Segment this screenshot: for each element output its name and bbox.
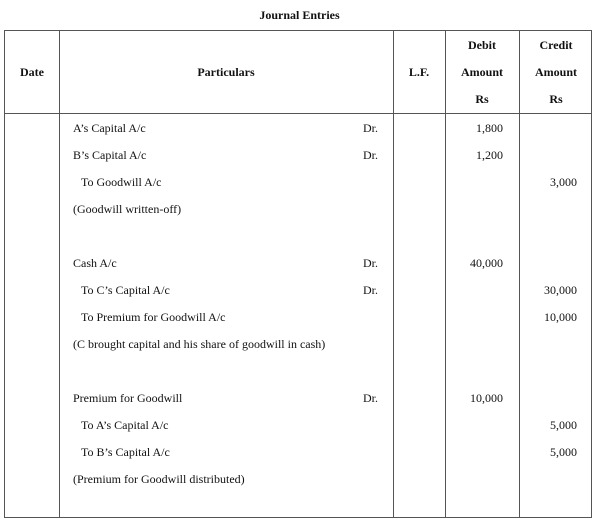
header-lf: L.F. (408, 65, 430, 79)
journal-table (4, 30, 592, 518)
header-credit-line2: Amount (534, 65, 577, 79)
entry-credit-amount: 5,000 (550, 418, 577, 432)
page-title: Journal Entries (259, 8, 340, 22)
entry-particulars: Cash A/c (73, 256, 117, 270)
entry-credit-amount: 30,000 (544, 283, 577, 297)
entry-particulars: B’s Capital A/c (73, 148, 147, 162)
header-particulars: Particulars (197, 65, 255, 79)
entry-dr-marker: Dr. (363, 121, 378, 135)
entry-debit-amount: 10,000 (470, 391, 503, 405)
header-credit-line3: Rs (549, 92, 563, 106)
entry-credit-amount: 5,000 (550, 445, 577, 459)
header-credit-line1: Credit (539, 38, 573, 52)
entry-narration: (Goodwill written-off) (73, 202, 182, 216)
entry-particulars: To Goodwill A/c (81, 175, 162, 189)
entry-dr-marker: Dr. (363, 283, 378, 297)
entry-particulars: A’s Capital A/c (73, 121, 146, 135)
entry-credit-amount: 3,000 (550, 175, 577, 189)
header-debit-line1: Debit (468, 38, 496, 52)
entry-particulars: To Premium for Goodwill A/c (81, 310, 226, 324)
column-divider-date (59, 31, 60, 517)
entry-credit-amount: 10,000 (544, 310, 577, 324)
header-debit-line3: Rs (475, 92, 489, 106)
entry-particulars: Premium for Goodwill (73, 391, 183, 405)
entry-particulars: To B’s Capital A/c (81, 445, 170, 459)
entry-particulars: To C’s Capital A/c (81, 283, 170, 297)
column-divider-particulars (393, 31, 394, 517)
entry-dr-marker: Dr. (363, 256, 378, 270)
header-divider (5, 113, 591, 114)
entry-narration: (Premium for Goodwill distributed) (73, 472, 245, 486)
header-debit-line2: Amount (460, 65, 503, 79)
entry-narration: (C brought capital and his share of goodwill in cash) (73, 337, 326, 351)
header-date: Date (20, 65, 44, 79)
entry-particulars: To A’s Capital A/c (81, 418, 169, 432)
entry-debit-amount: 40,000 (470, 256, 503, 270)
entry-debit-amount: 1,800 (476, 121, 503, 135)
entry-dr-marker: Dr. (363, 391, 378, 405)
entry-debit-amount: 1,200 (476, 148, 503, 162)
entry-dr-marker: Dr. (363, 148, 378, 162)
